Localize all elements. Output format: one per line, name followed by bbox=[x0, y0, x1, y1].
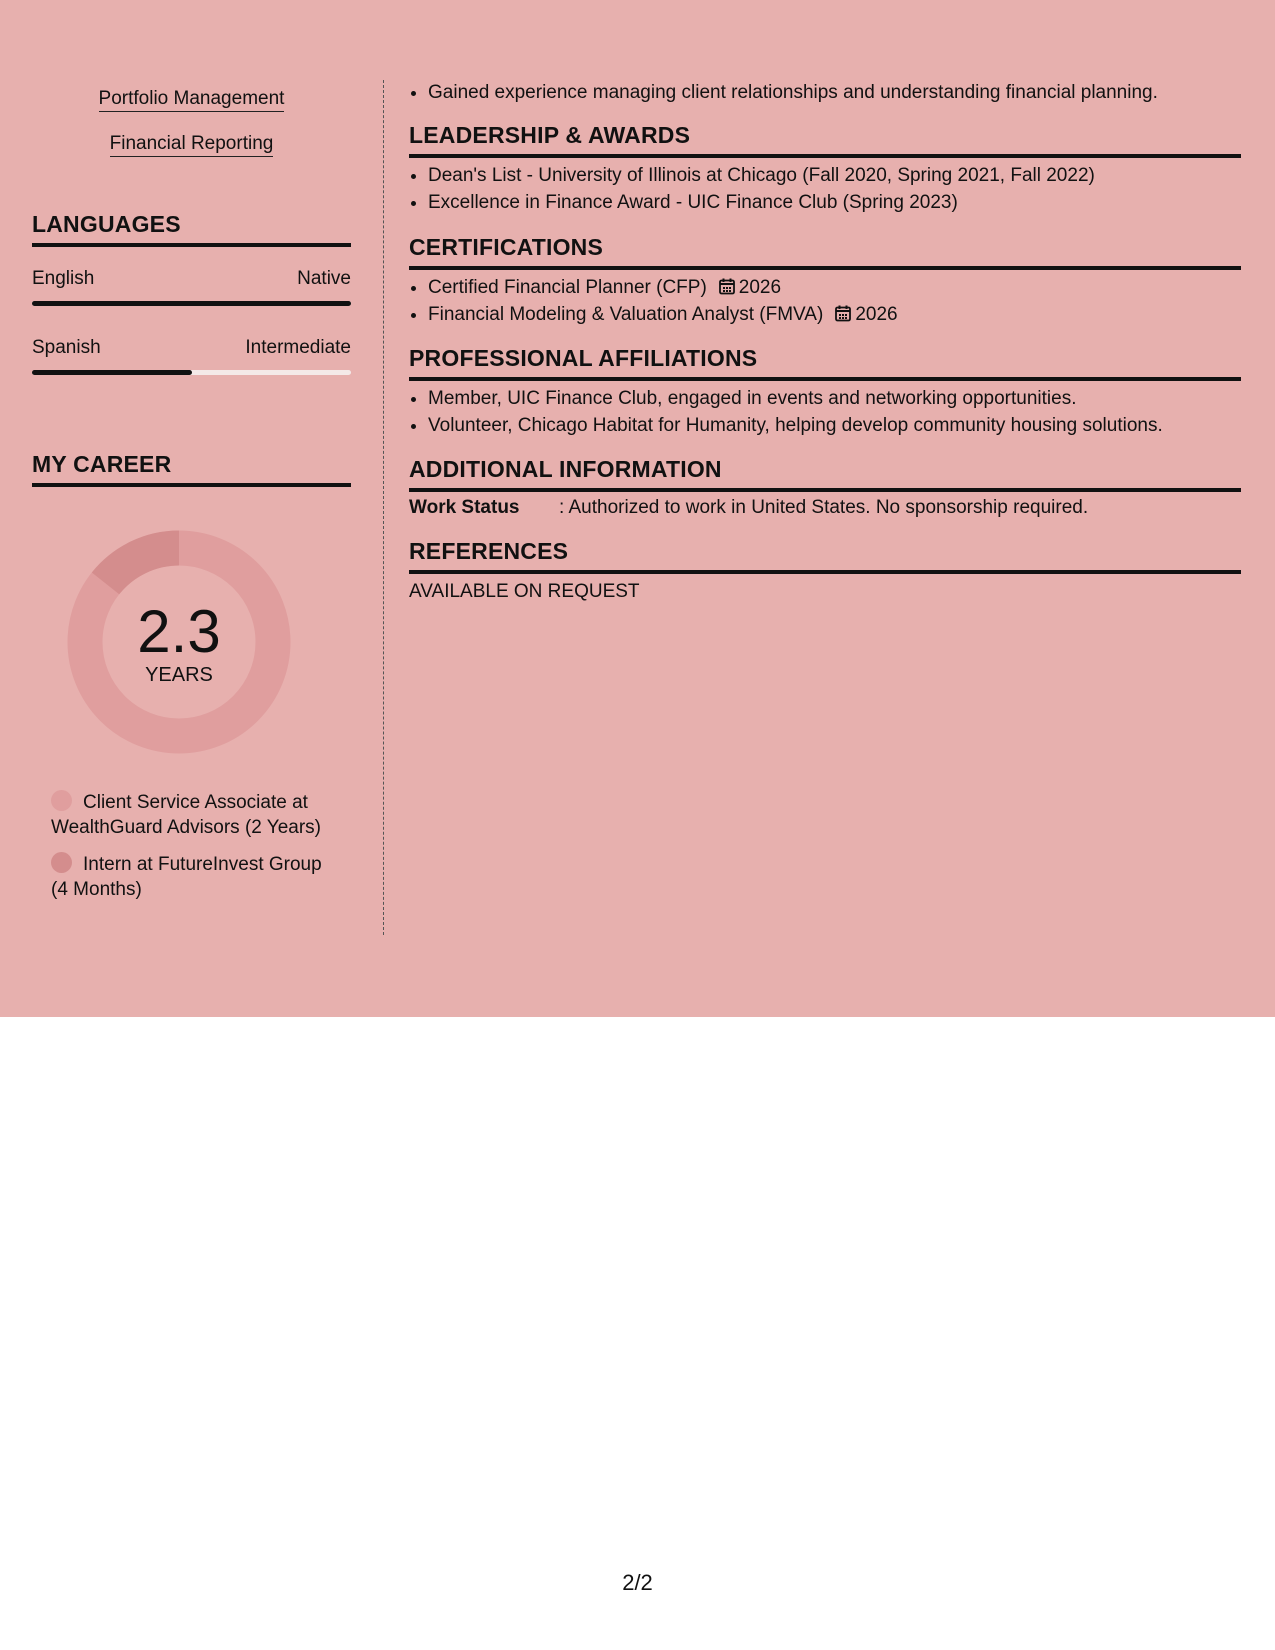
language-bar-fill bbox=[32, 301, 351, 306]
language-bar-track bbox=[32, 370, 351, 375]
career-heading: MY CAREER bbox=[32, 451, 351, 487]
work-status-label: Work Status bbox=[409, 497, 520, 518]
career-legend-item bbox=[51, 790, 331, 840]
list-item: • Excellence in Finance Award - UIC Finance Club (Spring 2023) bbox=[428, 189, 1240, 216]
language-level: Native bbox=[297, 268, 351, 289]
cert-year: 2026 bbox=[855, 304, 898, 325]
cert-name: Certified Financial Planner (CFP) bbox=[428, 277, 707, 298]
calendar-icon bbox=[719, 278, 735, 295]
career-total-value: 2.3 bbox=[137, 598, 221, 665]
work-status-value: : Authorized to work in United States. No sponsorship required. bbox=[559, 497, 1089, 518]
certifications-list bbox=[409, 274, 1240, 328]
leadership-heading: LEADERSHIP & AWARDS bbox=[409, 122, 1241, 158]
career-legend-item bbox=[51, 852, 331, 902]
language-level: Intermediate bbox=[245, 337, 351, 358]
list-item bbox=[428, 274, 1240, 301]
language-bar-track bbox=[32, 301, 351, 306]
career-total bbox=[67, 530, 291, 754]
calendar-icon bbox=[835, 305, 851, 322]
skill-link-financial-reporting[interactable]: Financial Reporting bbox=[32, 133, 351, 155]
list-item bbox=[428, 301, 1240, 328]
column-divider bbox=[383, 80, 384, 935]
skill-link-portfolio-management[interactable]: Portfolio Management bbox=[32, 88, 351, 110]
experience-tail-list bbox=[409, 79, 1240, 106]
language-name: Spanish bbox=[32, 337, 101, 358]
legend-label: Client Service Associate at WealthGuard Advisors (2 Years) bbox=[51, 792, 322, 838]
legend-dot-icon bbox=[51, 852, 72, 873]
affiliations-heading: PROFESSIONAL AFFILIATIONS bbox=[409, 345, 1241, 381]
career-total-unit: YEARS bbox=[145, 664, 213, 686]
languages-heading: LANGUAGES bbox=[32, 211, 351, 247]
list-item: • Gained experience managing client relationships and understanding financial planning. bbox=[428, 79, 1240, 106]
legend-dot-icon bbox=[51, 790, 72, 811]
language-name: English bbox=[32, 268, 95, 289]
list-item: • Volunteer, Chicago Habitat for Humanity, helping develop community housing solutions. bbox=[428, 412, 1240, 439]
language-bar-fill bbox=[32, 370, 192, 375]
certifications-heading: CERTIFICATIONS bbox=[409, 234, 1241, 270]
references-heading: REFERENCES bbox=[409, 538, 1241, 574]
cert-name: Financial Modeling & Valuation Analyst (FMVA) bbox=[428, 304, 824, 325]
affiliations-list bbox=[409, 385, 1240, 439]
page-number: 2/2 bbox=[622, 1570, 653, 1595]
cert-year: 2026 bbox=[738, 277, 782, 298]
leadership-list bbox=[409, 162, 1240, 216]
list-item: • Member, UIC Finance Club, engaged in events and networking opportunities. bbox=[428, 385, 1240, 412]
list-item: • Dean's List - University of Illinois at Chicago (Fall 2020, Spring 2021, Fall 2022) bbox=[428, 162, 1240, 189]
references-text: AVAILABLE ON REQUEST bbox=[409, 581, 640, 602]
additional-info-heading: ADDITIONAL INFORMATION bbox=[409, 456, 1241, 492]
legend-label: Intern at FutureInvest Group (4 Months) bbox=[51, 854, 322, 900]
